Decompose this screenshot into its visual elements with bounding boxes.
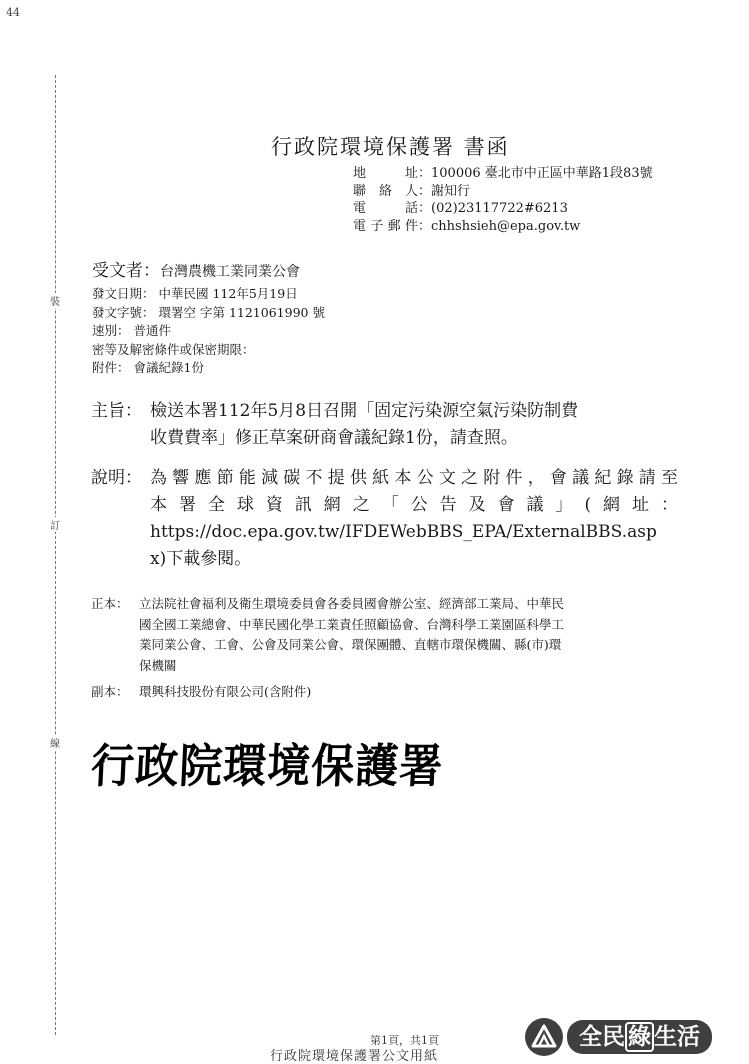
original-recipients-body (139, 594, 659, 676)
original-recipients-line: 業同業公會、工會、公會及同業公會、環保團體、直轄市環保機關、縣(市)環 (139, 637, 562, 652)
contact-phone: 電 話：(02)23117722#6213 (353, 201, 568, 216)
binding-line (55, 75, 56, 1035)
contact-value: 謝知行 (431, 183, 471, 199)
contact-label: 聯絡人 (353, 183, 418, 199)
copy-recipients-value: 環興科技股份有限公司(含附件) (139, 684, 312, 699)
copy-recipients-section (91, 682, 659, 703)
meta-value: 會議紀錄1份 (133, 360, 204, 375)
meta-label: 發文字號： (92, 304, 155, 320)
meta-label: 速別： (92, 323, 130, 338)
recipient (92, 258, 325, 285)
meta-label: 密等及解密條件或保密期限： (92, 341, 255, 357)
issue-date (92, 285, 325, 304)
attachment (92, 359, 325, 378)
footer-paper-name: 行政院環境保護署公文用紙 (270, 1049, 439, 1064)
explanation-line: x)下載參閱。 (150, 549, 252, 569)
meta-value: 環署空 字第 1121061990 號 (158, 304, 325, 320)
logo-text (567, 1020, 712, 1054)
subject-section (91, 398, 678, 452)
watermark-logo (525, 1018, 723, 1056)
subject-label: 主旨： (91, 401, 142, 421)
subject-line: 收費費率」修正草案研商會議紀錄1份，請查照。 (150, 428, 518, 448)
original-recipients-label: 正本： (91, 596, 129, 611)
original-recipients-line: 立法院社會福利及衛生環境委員會各委員國會辦公室、經濟部工業局、中華民 (139, 596, 565, 611)
explanation-line: 為響應節能減碳不提供紙本公文之附件，會議紀錄請至 (150, 468, 678, 488)
agency-seal: 行政院環境保護署 (89, 739, 445, 794)
logo-text-c: 生活 (654, 1024, 700, 1050)
footer-page-count: 第1頁，共1頁 (370, 1034, 439, 1047)
recipient-label: 受文者： (92, 261, 160, 281)
copy-recipients-body (139, 682, 659, 703)
binding-mark-top: 裝 (47, 293, 63, 308)
document-title: 行政院環境保護署 書函 (271, 135, 510, 159)
binding-mark-mid: 訂 (47, 517, 63, 532)
explanation-label: 說明： (91, 468, 142, 488)
contact-label: 地 址 (353, 166, 418, 181)
subject-line: 檢送本署112年5月8日召開「固定污染源空氣污染防制費 (150, 401, 579, 421)
subject-body (150, 398, 678, 452)
logo-text-a: 全民 (579, 1024, 625, 1050)
meta-label: 發文日期： (92, 286, 155, 301)
page-number: 44 (6, 6, 20, 19)
explanation-section (91, 465, 678, 573)
explanation-line: 本署全球資訊網之「公告及會議」(網址： (150, 495, 678, 515)
copy-recipients-label: 副本： (91, 684, 129, 699)
contact-person: 聯絡人：謝知行 (353, 183, 471, 199)
confidentiality (92, 341, 325, 360)
leaf-icon (525, 1018, 563, 1056)
meta-block (92, 258, 325, 378)
contact-value: chhshsieh@epa.gov.tw (431, 218, 581, 234)
contact-value: 100006 臺北市中正區中華路1段83號 (431, 166, 653, 181)
contact-block (353, 165, 653, 235)
meta-label: 附件： (92, 360, 130, 375)
priority (92, 322, 325, 341)
original-recipients-line: 保機關 (139, 657, 177, 673)
meta-value: 中華民國 112年5月19日 (158, 286, 298, 301)
contact-address: 地 址：100006 臺北市中正區中華路1段83號 (353, 166, 653, 181)
contact-email: 電子郵件：chhshsieh@epa.gov.tw (353, 218, 581, 234)
contact-value: (02)23117722#6213 (431, 201, 568, 216)
binding-mark-bottom: 線 (47, 735, 63, 750)
logo-text-b: 綠 (625, 1022, 654, 1052)
contact-label: 電 話 (353, 201, 418, 216)
recipient-value: 台灣農機工業同業公會 (160, 264, 300, 280)
original-recipients-line: 國全國工業總會、中華民國化學工業責任照顧協會、台灣科學工業園區科學工 (139, 616, 565, 632)
original-recipients-section (91, 594, 659, 676)
explanation-body (150, 465, 678, 573)
document-number (92, 304, 325, 323)
meta-value: 普通件 (133, 323, 172, 338)
contact-label: 電子郵件 (353, 218, 418, 234)
explanation-url-line: https://doc.epa.gov.tw/IFDEWebBBS_EPA/ExternalBBS.asp (150, 522, 657, 542)
